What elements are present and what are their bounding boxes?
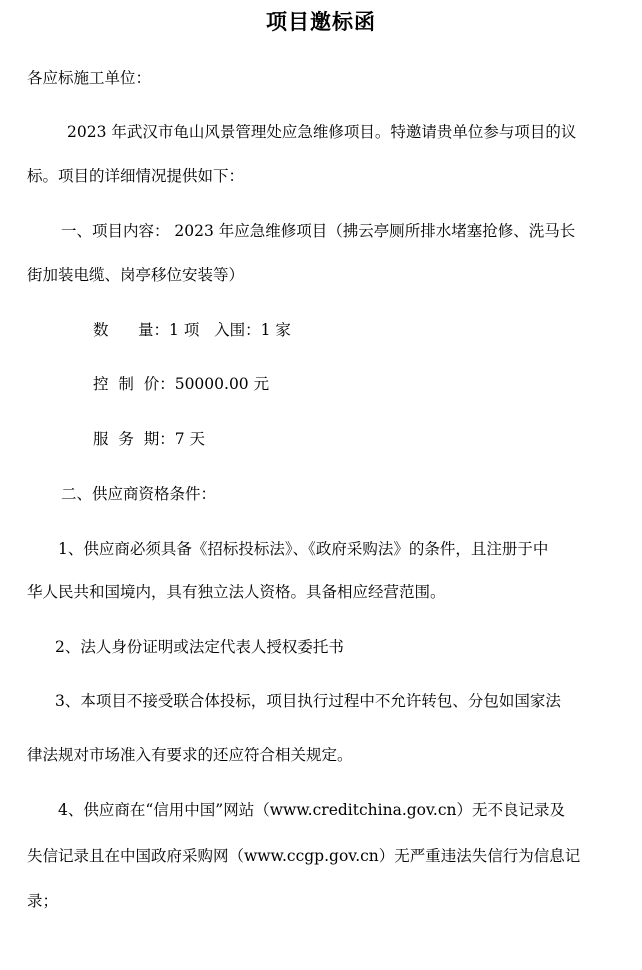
addressee-line: 各应标施工单位： [27,69,152,87]
condition-4-line-2: 失信记录且在中国政府采购网（www.ccgp.gov.cn）无严重违法失信行为信息记 [27,847,581,865]
condition-4-line-3: 录； [27,892,59,910]
condition-3-line-1: 3、本项目不接受联合体投标，项目执行过程中不允许转包、分包如国家法 [55,692,561,710]
project-content-line-2: 街加装电缆、岗亭移位安装等） [27,266,245,284]
document-title: 项目邀标函 [266,9,376,34]
condition-1-line-1: 1、供应商必须具备《招标投标法》、《政府采购法》的条件，且注册于中 [58,540,549,558]
condition-1-line-2: 华人民共和国境内，具有独立法人资格。具备相应经营范围。 [27,583,446,601]
service-period-line: 服 务 期：7 天 [93,430,205,448]
condition-4-line-1: 4、供应商在“信用中国”网站（www.creditchina.gov.cn）无不良记录及 [58,801,566,819]
qualification-heading: 二、供应商资格条件： [61,485,217,503]
condition-2: 2、法人身份证明或法定代表人授权委托书 [55,638,344,656]
project-content-line-1: 一、项目内容： 2023 年应急维修项目（拂云亭厕所排水堵塞抢修、洗马长 [61,222,576,240]
quantity-line: 数 量：1 项 入围：1 家 [93,321,291,339]
condition-3-line-2: 律法规对市场准入有要求的还应符合相关规定。 [27,746,353,764]
intro-line-1: 2023 年武汉市龟山风景管理处应急维修项目。特邀请贵单位参与项目的议 [67,123,577,141]
intro-line-2: 标。项目的详细情况提供如下： [27,167,245,185]
control-price-line: 控 制 价：50000.00 元 [93,375,270,393]
